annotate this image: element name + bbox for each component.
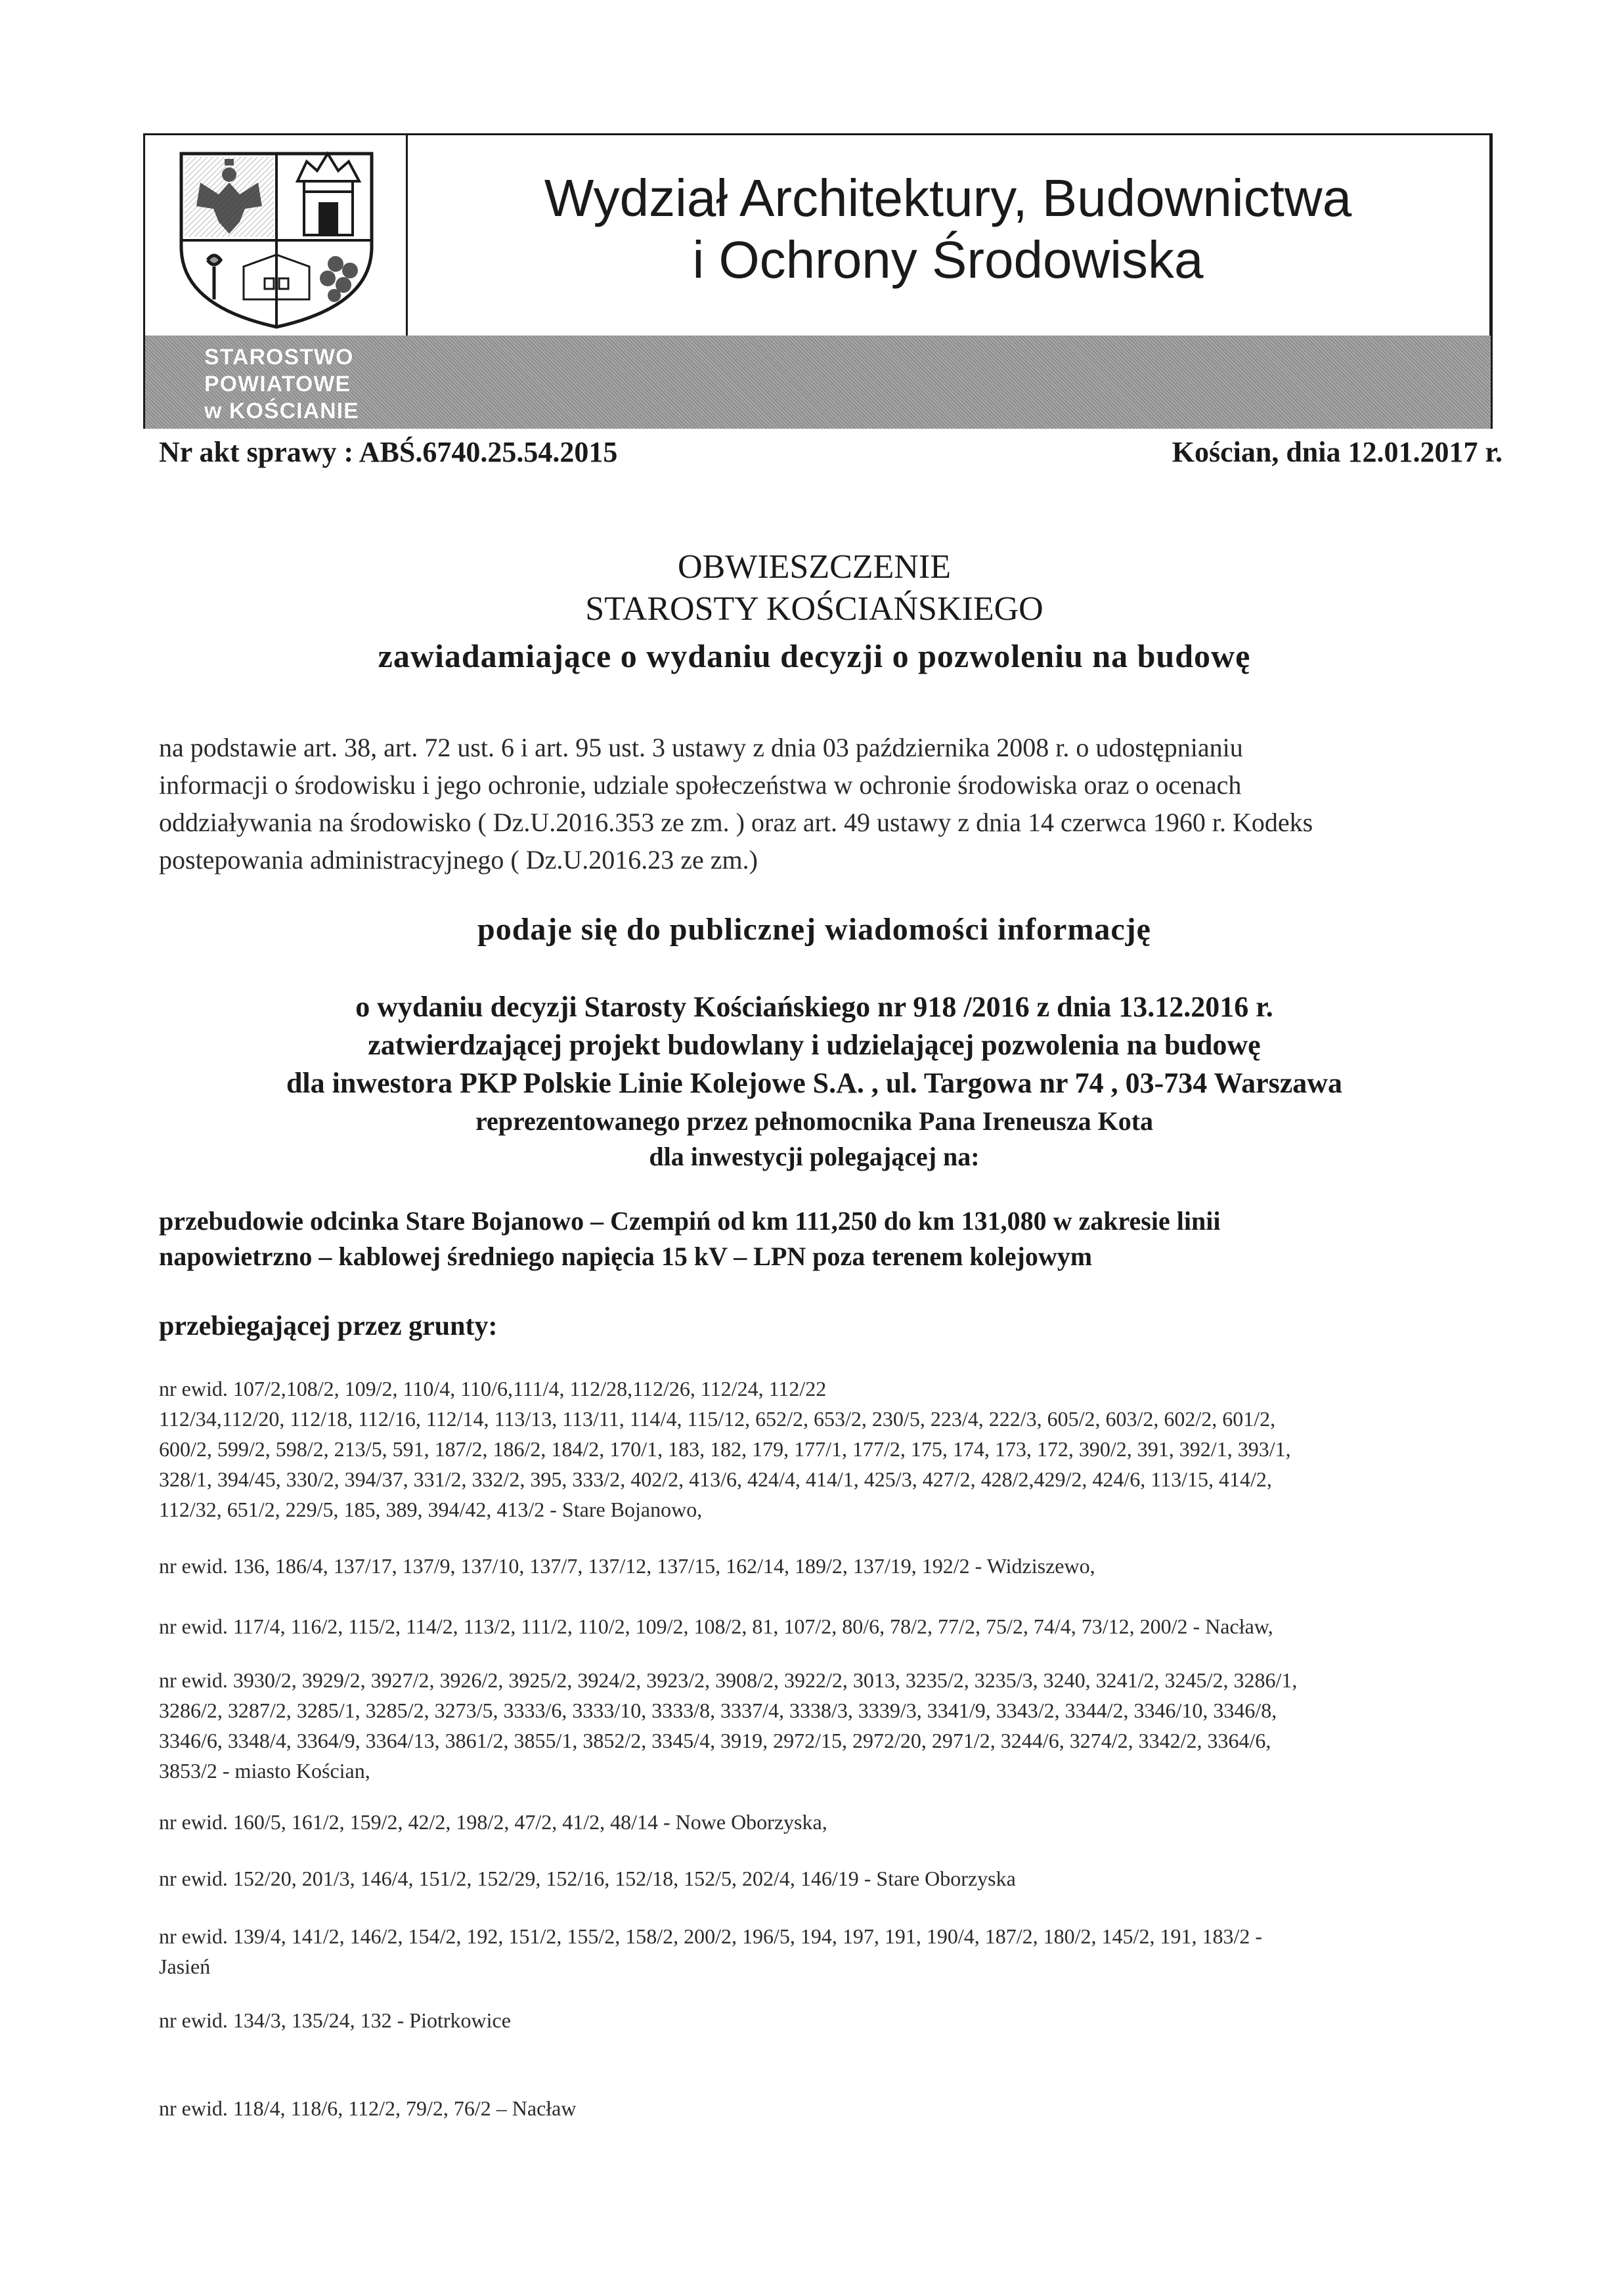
plot-line: nr ewid. 160/5, 161/2, 159/2, 42/2, 198/2, 47/2, 41/2, 48/14 - Nowe Oborzyska, (159, 1810, 827, 1834)
decision-line3: dla inwestora PKP Polskie Linie Kolejowe S.A. , ul. Targowa nr 74 , 03-734 Warszawa (286, 1067, 1343, 1099)
plots-heading: przebiegającej przez grunty: (159, 1311, 498, 1341)
office-name-line2: POWIATOWE (204, 372, 351, 397)
investment-line2: napowietrzno – kablowej średniego napięcia 15 kV – LPN poza terenem kolejowym (159, 1242, 1093, 1271)
plot-list-stare-bojanowo (159, 1374, 1505, 1525)
plot-list-naclaw (159, 1611, 1505, 1641)
document-subtitle: zawiadamiające o wydaniu decyzji o pozwoleniu na budowę (378, 638, 1251, 674)
plot-list-nowe-oborzyska (159, 1807, 1505, 1837)
plot-line: nr ewid. 3930/2, 3929/2, 3927/2, 3926/2, 3925/2, 3924/2, 3923/2, 3908/2, 3922/2, 3013, 3235/2, 3235/3, 3240, 3241/2, 3245/2, 3286/1, (159, 1668, 1298, 1692)
office-name-line3: w KOŚCIANIE (204, 399, 359, 423)
crest-cell (145, 135, 408, 336)
case-number: Nr akt sprawy : ABŚ.6740.25.54.2015 (159, 436, 618, 468)
place-date: Kościan, dnia 12.01.2017 r. (1172, 436, 1503, 468)
plot-line: nr ewid. 107/2,108/2, 109/2, 110/4, 110/6,111/4, 112/28,112/26, 112/24, 112/22 (159, 1377, 827, 1400)
legal-basis-line: informacji o środowisku i jego ochronie, udziale społeczeństwa w ochronie środowiska oraz o ocenach (159, 770, 1242, 800)
department-title-line1: Wydział Architektury, Budownictwa (544, 169, 1352, 227)
investment-line1: przebudowie odcinka Stare Bojanowo – Czempiń od km 111,250 do km 131,080 w zakresie linii (159, 1206, 1221, 1236)
plot-line: 3286/2, 3287/2, 3285/1, 3285/2, 3273/5, 3333/6, 3333/10, 3333/8, 3337/4, 3338/3, 3339/3, 3341/9, 3343/2, 3344/2, 3346/10, 3346/8, (159, 1699, 1277, 1722)
document-title: OBWIESZCZENIE (678, 548, 951, 586)
plot-line: nr ewid. 136, 186/4, 137/17, 137/9, 137/10, 137/7, 137/12, 137/15, 162/14, 189/2, 137/19, 192/2 - Widziszewo, (159, 1554, 1095, 1578)
plot-line: 112/32, 651/2, 229/5, 185, 389, 394/42, 413/2 - Stare Bojanowo, (159, 1498, 703, 1521)
plot-list-naclaw-2 (159, 2093, 1505, 2123)
plot-list-widziszewo (159, 1551, 1505, 1581)
decision-line2: zatwierdzającej projekt budowlany i udzielającej pozwolenia na budowę (368, 1029, 1261, 1061)
plot-line: 112/34,112/20, 112/18, 112/16, 112/14, 113/13, 113/11, 114/4, 115/12, 652/2, 653/2, 230/5, 223/4, 222/3, 605/2, 603/2, 602/2, 601/2, (159, 1407, 1276, 1431)
decision-line5: dla inwestycji polegającej na: (649, 1142, 980, 1171)
plot-list-koscian (159, 1665, 1505, 1786)
plot-line: Jasień (159, 1955, 211, 1978)
department-title-cell (408, 135, 1491, 336)
office-name-band (145, 336, 1491, 429)
department-title-line2: i Ochrony Środowiska (692, 230, 1204, 289)
coat-of-arms-icon (145, 135, 408, 332)
plot-list-stare-oborzyska (159, 1863, 1505, 1894)
plot-line: nr ewid. 117/4, 116/2, 115/2, 114/2, 113/2, 111/2, 110/2, 109/2, 108/2, 81, 107/2, 80/6, 78/2, 77/2, 75/2, 74/4, 73/12, 200/2 - Nacław, (159, 1614, 1273, 1638)
decision-line1: o wydaniu decyzji Starosty Kościańskiego nr 918 /2016 z dnia 13.12.2016 r. (355, 991, 1273, 1023)
plot-line: 600/2, 599/2, 598/2, 213/5, 591, 187/2, 186/2, 184/2, 170/1, 183, 182, 179, 177/1, 177/2, 175, 174, 173, 172, 390/2, 391, 392/1, 393/1, (159, 1437, 1291, 1461)
legal-basis (159, 729, 1499, 878)
plot-line: 3853/2 - miasto Kościan, (159, 1759, 370, 1783)
plot-line: nr ewid. 118/4, 118/6, 112/2, 79/2, 76/2 – Nacław (159, 2096, 577, 2120)
plot-list-jasien (159, 1921, 1505, 1982)
plot-line: 3346/6, 3348/4, 3364/9, 3364/13, 3861/2, 3855/1, 3852/2, 3345/4, 3919, 2972/15, 2972/20, 2971/2, 3244/6, 3274/2, 3342/2, 3364/6, (159, 1729, 1271, 1752)
plot-line: 328/1, 394/45, 330/2, 394/37, 331/2, 332/2, 395, 333/2, 402/2, 413/6, 424/4, 414/1, 425/3, 427/2, 428/2,429/2, 424/6, 113/15, 414/2, (159, 1467, 1272, 1491)
legal-basis-line: na podstawie art. 38, art. 72 ust. 6 i art. 95 ust. 3 ustawy z dnia 03 października 2008 r. o udostępnianiu (159, 733, 1243, 762)
plot-line: nr ewid. 152/20, 201/3, 146/4, 151/2, 152/29, 152/16, 152/18, 152/5, 202/4, 146/19 - Stare Oborzyska (159, 1867, 1016, 1890)
document-title-issuer: STAROSTY KOŚCIAŃSKIEGO (585, 590, 1043, 628)
letterhead (143, 133, 1493, 429)
legal-basis-line: oddziaływania na środowisko ( Dz.U.2016.353 ze zm. ) oraz art. 49 ustawy z dnia 14 czerwca 1960 r. Kodeks (159, 808, 1313, 837)
announcement: podaje się do publicznej wiadomości informację (477, 912, 1151, 947)
legal-basis-line: postepowania administracyjnego ( Dz.U.2016.23 ze zm.) (159, 845, 758, 875)
decision-line4: reprezentowanego przez pełnomocnika Pana Ireneusza Kota (475, 1106, 1154, 1136)
plot-line: nr ewid. 139/4, 141/2, 146/2, 154/2, 192, 151/2, 155/2, 158/2, 200/2, 196/5, 194, 197, 191, 190/4, 187/2, 180/2, 145/2, 191, 183/2 - (159, 1924, 1262, 1948)
office-name-line1: STAROSTWO (204, 345, 354, 370)
plot-line: nr ewid. 134/3, 135/24, 132 - Piotrkowice (159, 2008, 511, 2032)
plot-list-piotrkowice (159, 2005, 1505, 2035)
